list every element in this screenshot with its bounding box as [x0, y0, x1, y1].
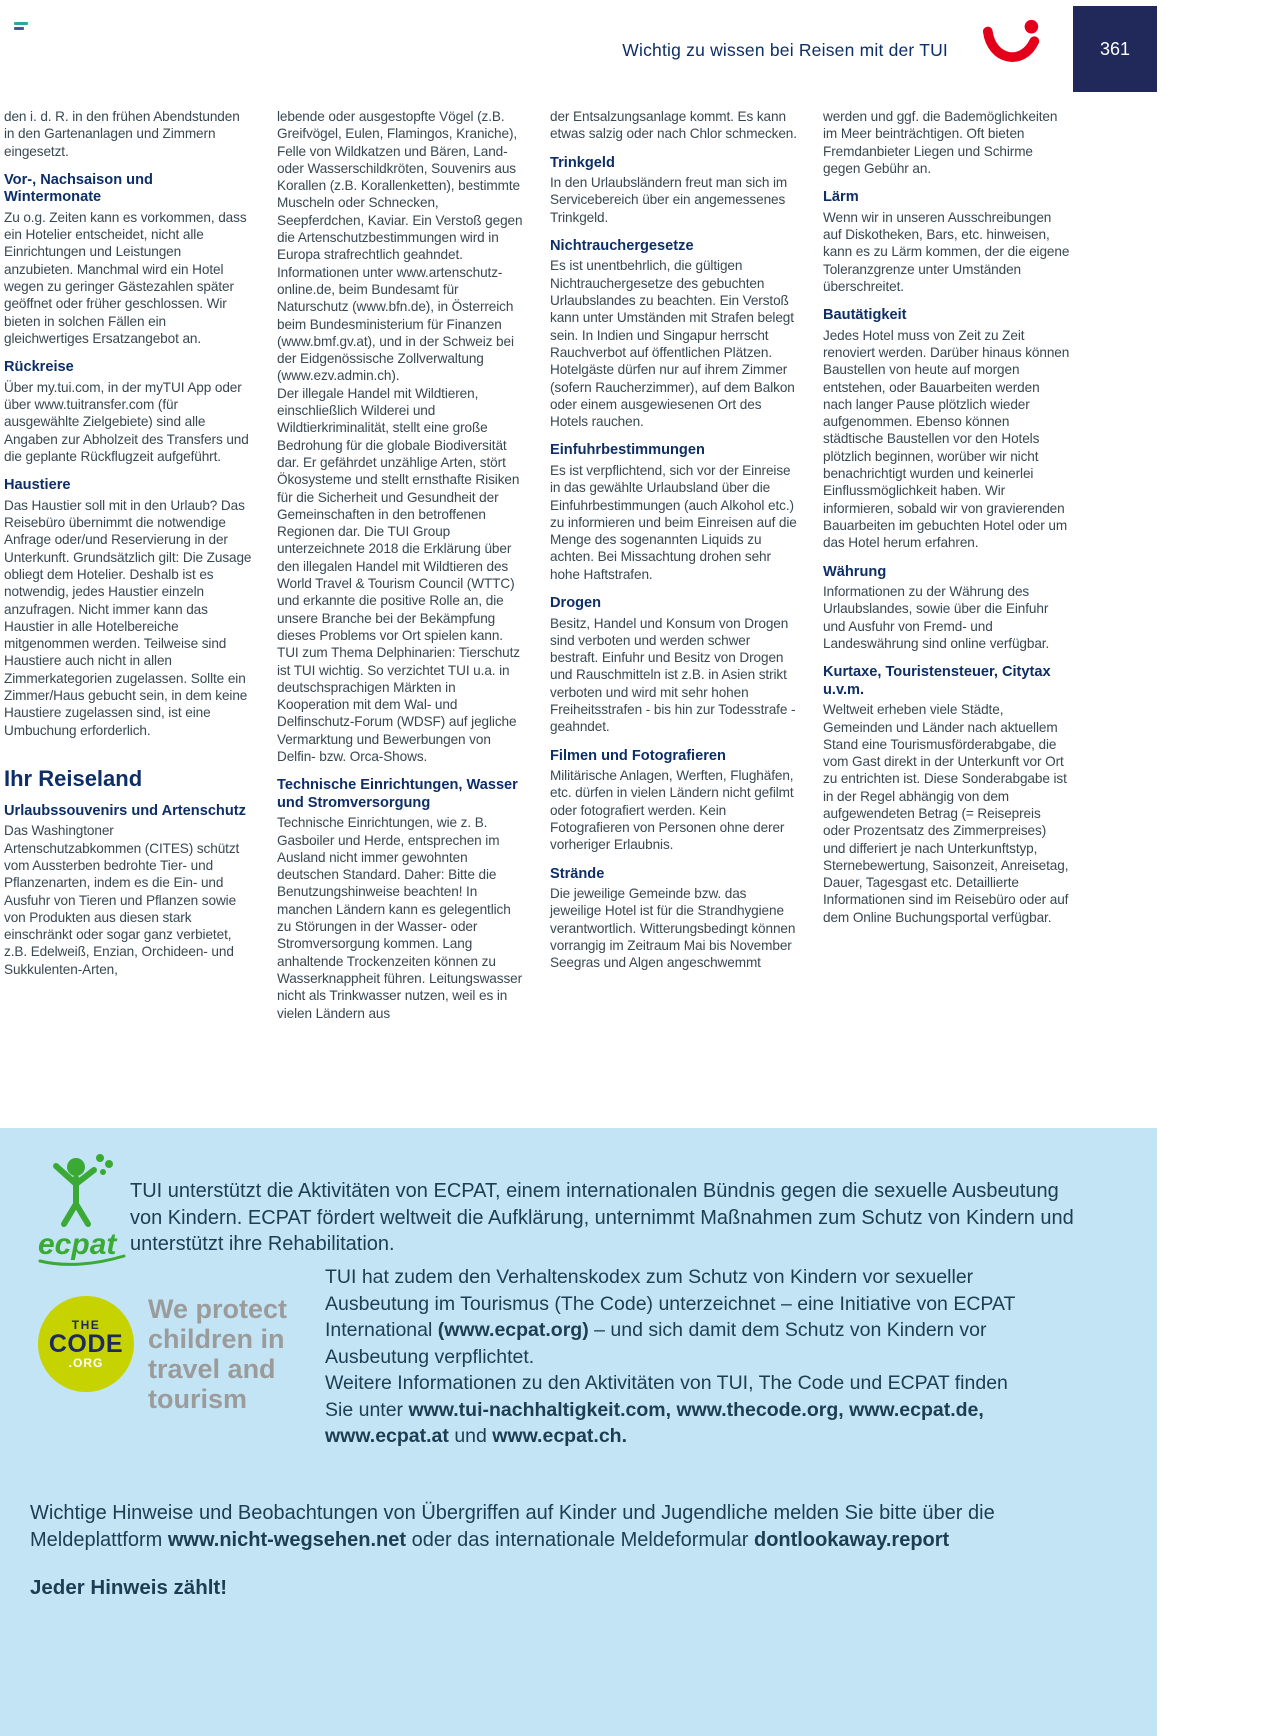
- thecode-logo-line1: THE: [71, 1318, 101, 1332]
- text-segment: und: [448, 1425, 493, 1447]
- text-column: [823, 108, 1071, 1022]
- text-column: [550, 108, 798, 1022]
- text-segment: Wichtige Hinweise und Beobachtungen von Übergriffen auf Kinder und Jugendliche melden Sie bitte über die Meldeplattform: [30, 1502, 995, 1551]
- paragraph: den i. d. R. in den frühen Abendstunden in den Gartenanlagen und Zimmern eingesetzt.: [4, 109, 240, 159]
- text-segment: oder das internationale Meldeformular: [406, 1529, 754, 1551]
- subheading: Kurtaxe, Touristensteuer, Citytax u.v.m.: [823, 664, 1051, 698]
- page-flag-icon: [14, 22, 28, 33]
- paragraph: der Entsalzungsanlage kommt. Es kann etwas salzig oder nach Chlor schmecken.: [550, 109, 797, 142]
- paragraph: Jedes Hotel muss von Zeit zu Zeit renoviert werden. Darüber hinaus können Baustellen von heute auf morgen entstehen, oder Bauarbeiten werden nach langer Pause plötzlich wieder aufgenommen. Ebenso können städtische Baustellen vor den Hotels plötzlich beginnen, worüber wir nicht benachrichtigt wurden und keinerlei Einflussmöglichkeit haben. Wir informieren, sobald wir von gravierenden Bauarbeiten im gebuchten Hotel oder um das Hotel herum erfahren.: [823, 327, 1070, 551]
- paragraph: Militärische Anlagen, Werften, Flughäfen, etc. dürfen in vielen Ländern nicht gefilmt oder fotografiert werden. Kein Fotografieren von Personen ohne derer vorheriger Erlaubnis.: [550, 768, 794, 853]
- paragraph: Wenn wir in unseren Ausschreibungen auf Diskotheken, Bars, etc. hinweisen, kann es zu Lärm kommen, der die eigene Toleranzgrenze unter Umständen überschreitet.: [823, 209, 1070, 294]
- subheading: Vor-, Nachsaison und Wintermonate: [4, 171, 153, 206]
- subheading: Trinkgeld: [550, 154, 615, 171]
- highlighted-text: dontlookaway.report: [754, 1529, 950, 1551]
- paragraph: lebende oder ausgestopfte Vögel (z.B. Greifvögel, Eulen, Flamingos, Kraniche), Felle von Wildkatzen und Bären, Land- oder Wasserschildkröten, Souvenirs aus Korallen (z.B. Korallenketten), bestimmte Muscheln oder Schnecken, Seepferdchen, Kaviar. Ein Verstoß gegen die Artenschutzbestimmungen wird in Europa strafrechtlich geahndet. Informationen unter www.artenschutz-online.de, beim Bundesamt für Naturschutz (www.bfn.de), in Österreich beim Bundesministerium für Finanzen (www.bmf.gv.at), und in der Schweiz bei der Eidgenössische Zollverwaltung (www.ezv.admin.ch).: [277, 109, 523, 384]
- paragraph: Technische Einrichtungen, wie z. B. Gasboiler und Herde, entsprechen im Ausland nicht immer gewohnten deutschen Standard. Daher: Bitte die Benutzungshinweise beachten! In manchen Ländern kann es gelegentlich zu Störungen in der Wasser- oder Stromversorgung kommen. Lang anhaltende Trockenzeiten können zu Wasserknappheit führen. Leitungswasser nicht als Trinkwasser nutzen, weil es in vielen Ländern aus: [277, 815, 523, 1021]
- paragraph: TUI zum Thema Delphinarien: Tierschutz ist TUI wichtig. So verzichtet TUI u.a. in deutschsprachigen Märkten in Kooperation mit dem Wal- und Delfinschutz-Forum (WDSF) auf jegliche Vermarktung und Bewerbungen von Delfin- bzw. Orca-Shows.: [277, 645, 520, 764]
- text-segment: TUI hat zudem den Verhaltenskodex zum Schutz von Kindern vor sexueller Ausbeutung im Tourismus (The Code) unterzeichnet – eine Initiative von ECPAT International: [325, 1266, 1016, 1341]
- flag-stripe-bottom: [14, 27, 24, 30]
- subheading: Filmen und Fotografieren: [550, 747, 726, 764]
- section-title: Ihr Reiseland: [4, 765, 143, 791]
- subheading: Strände: [550, 865, 605, 882]
- paragraph: Das Haustier soll mit in den Urlaub? Das Reisebüro übernimmt die notwendige Anfrage oder/und Reservierung in der Unterkunft. Grundsätzlich gilt: Die Zusage obliegt dem Hotelier. Deshalb ist es notwendig, jedes Haustier einzeln anzufragen. Nicht immer kann das Haustier in alle Hotelbereiche mitgenommen werden. Teilweise sind Haustiere auch nicht in allen Zimmerkategorien zugelassen. Sollte ein Zimmer/Haus gebucht sein, in dem keine Haustiere zugelassen sind, ist eine Umbuchung erforderlich.: [4, 497, 252, 738]
- ecpat-intro-paragraph: TUI unterstützt die Aktivitäten von ECPAT, einem internationalen Bündnis gegen die sexuelle Ausbeutung von Kindern. ECPAT fördert weltweit die Aufklärung, unternimmt Maßnahmen zum Schutz von Kindern und unterstützt ihre Rehabilitation.: [130, 1180, 1074, 1255]
- subheading: Urlaubssouvenirs und Artenschutz: [4, 802, 246, 819]
- paragraph: Zu o.g. Zeiten kann es vorkommen, dass ein Hotelier entscheidet, nicht alle Einrichtungen und Leistungen anzubieten. Manchmal wird ein Hotel wegen zu geringer Gästezahlen später geöffnet oder früher geschlossen. Wir bieten in solchen Fällen ein gleichwertiges Ersatzangebot an.: [4, 209, 247, 346]
- text-column: [277, 108, 525, 1022]
- paragraph: Die jeweilige Gemeinde bzw. das jeweilige Hotel ist für die Strandhygiene verantwortlich. Witterungsbedingt können vorrangig im Zeitraum Mai bis November Seegras und Algen angeschwemmt: [550, 886, 796, 971]
- ecpat-logo-text: ecpat: [38, 1228, 117, 1261]
- subheading: Nichtrauchergesetze: [550, 237, 694, 254]
- paragraph: Es ist unentbehrlich, die gültigen Nichtrauchergesetze des gebuchten Urlaubslandes zu beachten. Ein Verstoß kann unter Umständen mit Strafen belegt sein. In Indien und Singapur herrscht Rauchverbot auf öffentlichen Plätzen. Hotelgäste dürfen nur auf ihrem Zimmer (sofern Raucherzimmer), auf dem Balkon oder einem ausgewiesenen Ort des Hotels rauchen.: [550, 258, 795, 430]
- tui-logo-icon: [982, 16, 1044, 78]
- paragraph: Der illegale Handel mit Wildtieren, einschließlich Wilderei und Wildtierkriminalität, stellt eine große Bedrohung für die globale Biodiversität dar. Er gefährdet unzählige Arten, stört Ökosysteme und stellt ernsthafte Risiken für die Sicherheit und Gesundheit der Gemeinschaften in den betroffenen Regionen dar. Die TUI Group unterzeichnete 2018 die Erklärung über den illegalen Handel mit Wildtieren des World Travel & Tourism Council (WTTC) und erkannte die positive Rolle an, die unsere Branche bei der Bekämpfung dieses Problems vor Ort spielen kann.: [277, 385, 520, 643]
- text-segment: Weitere Informationen zu den Aktivitäten von TUI, The Code und ECPAT finden Sie unter: [325, 1372, 1008, 1421]
- report-block: [30, 1480, 1072, 1622]
- paragraph: Es ist verpflichtend, sich vor der Einreise in das gewählte Urlaubsland über die Einfuhrbestimmungen (auch Alkohol etc.) zu informieren und beim Einreisen auf die Menge des sogenannten Liquids zu achten. Bei Missachtung drohen sehr hohe Haftstrafen.: [550, 462, 797, 582]
- paragraph: Das Washingtoner Artenschutzabkommen (CITES) schützt vom Aussterben bedrohte Tier- und Pflanzenarten, indem es die Ein- und Ausfuhr von Tieren und Pflanzen sowie von Produkten aus diesen stark einschränkt oder sogar ganz verbietet, z.B. Edelweiß, Enzian, Orchideen- und Sukkulenten-Arten,: [4, 823, 240, 977]
- paragraph: Besitz, Handel und Konsum von Drogen sind verboten und werden schwer bestraft. Einfuhr und Besitz von Drogen und Rauschmitteln ist z.B. in Asien strikt verboten und wird mit sehr hohen Freiheitsstrafen - bis hin zur Todesstrafe - geahndet.: [550, 615, 796, 735]
- code-text-block: [325, 1264, 1017, 1450]
- more-info-paragraph: [325, 1370, 1017, 1450]
- thecode-logo-line2: CODE: [48, 1330, 124, 1358]
- subheading: Technische Einrichtungen, Wasser und Stromversorgung: [277, 777, 518, 811]
- closing-line: Jeder Hinweis zählt!: [30, 1576, 228, 1599]
- thecode-logo-circle: [38, 1296, 134, 1392]
- subheading: Drogen: [550, 595, 602, 612]
- page-number-badge: [1073, 6, 1157, 92]
- subheading: Lärm: [823, 189, 859, 206]
- article-columns: [4, 108, 1160, 1022]
- thecode-slogan: We protect children in travel and tourism: [148, 1294, 288, 1414]
- subheading: Haustiere: [4, 477, 71, 494]
- code-paragraph: [325, 1264, 1017, 1370]
- highlighted-text: (www.ecpat.org): [437, 1319, 589, 1341]
- paragraph: In den Urlaubsländern freut man sich im Servicebereich über ein angemessenes Trinkgeld.: [550, 175, 788, 225]
- flag-stripe-top: [14, 22, 28, 25]
- page-number: 361: [1099, 38, 1131, 59]
- highlighted-text: www.tui-nachhaltigkeit.com, www.thecode.org, www.ecpat.de, www.ecpat.at: [325, 1398, 984, 1447]
- subheading: Einfuhrbestimmungen: [550, 442, 705, 459]
- text-segment: – und sich damit dem Schutz von Kindern vor Ausbeutung verpflichtet.: [325, 1319, 987, 1368]
- thecode-logo: [38, 1296, 134, 1392]
- highlighted-text: www.nicht-wegsehen.net: [167, 1529, 407, 1551]
- highlighted-text: www.ecpat.ch.: [492, 1425, 628, 1447]
- ecpat-section: [0, 1128, 1157, 1736]
- text-column: [4, 108, 252, 1022]
- paragraph: Weltweit erheben viele Städte, Gemeinden und Länder nach aktuellem Stand eine Tourismusförderabgabe, die vom Gast direkt in der Unterkunft vor Ort zu entrichten ist. Diese Sonderabgabe ist in der Regel abhängig von dem aufgewendeten Betrag (= Reisepreis oder Prozentsatz des Zimmerpreises) und differiert je nach Unterkunftstyp, Sternebewertung, Saisonzeit, Anreisetag, Dauer, Tagesgast etc. Detaillierte Informationen sind im Reisebüro oder auf dem Online Buchungsportal verfügbar.: [823, 702, 1069, 925]
- paragraph: Über my.tui.com, in der myTUI App oder über www.tuitransfer.com (für ausgewählte Zielgebiete) sind alle Angaben zur Abholzeit des Transfers und die geplante Rückflugzeit aufgeführt.: [4, 379, 249, 464]
- report-paragraph: [30, 1500, 1072, 1554]
- page-title: Wichtig zu wissen bei Reisen mit der TUI: [622, 40, 948, 60]
- thecode-logo-line3: .ORG: [68, 1356, 104, 1370]
- paragraph: werden und ggf. die Bademöglichkeiten im Meer beinträchtigen. Oft bieten Fremdanbieter Liegen und Schirme gegen Gebühr an.: [823, 109, 1058, 176]
- subheading: Bautätigkeit: [823, 307, 907, 324]
- paragraph: Informationen zu der Währung des Urlaubslandes, sowie über die Einfuhr und Ausfuhr von Fremd- und Landeswährung sind online verfügbar.: [823, 584, 1050, 651]
- subheading: Rückreise: [4, 359, 74, 376]
- subheading: Währung: [823, 563, 887, 580]
- ecpat-logo: [32, 1150, 132, 1270]
